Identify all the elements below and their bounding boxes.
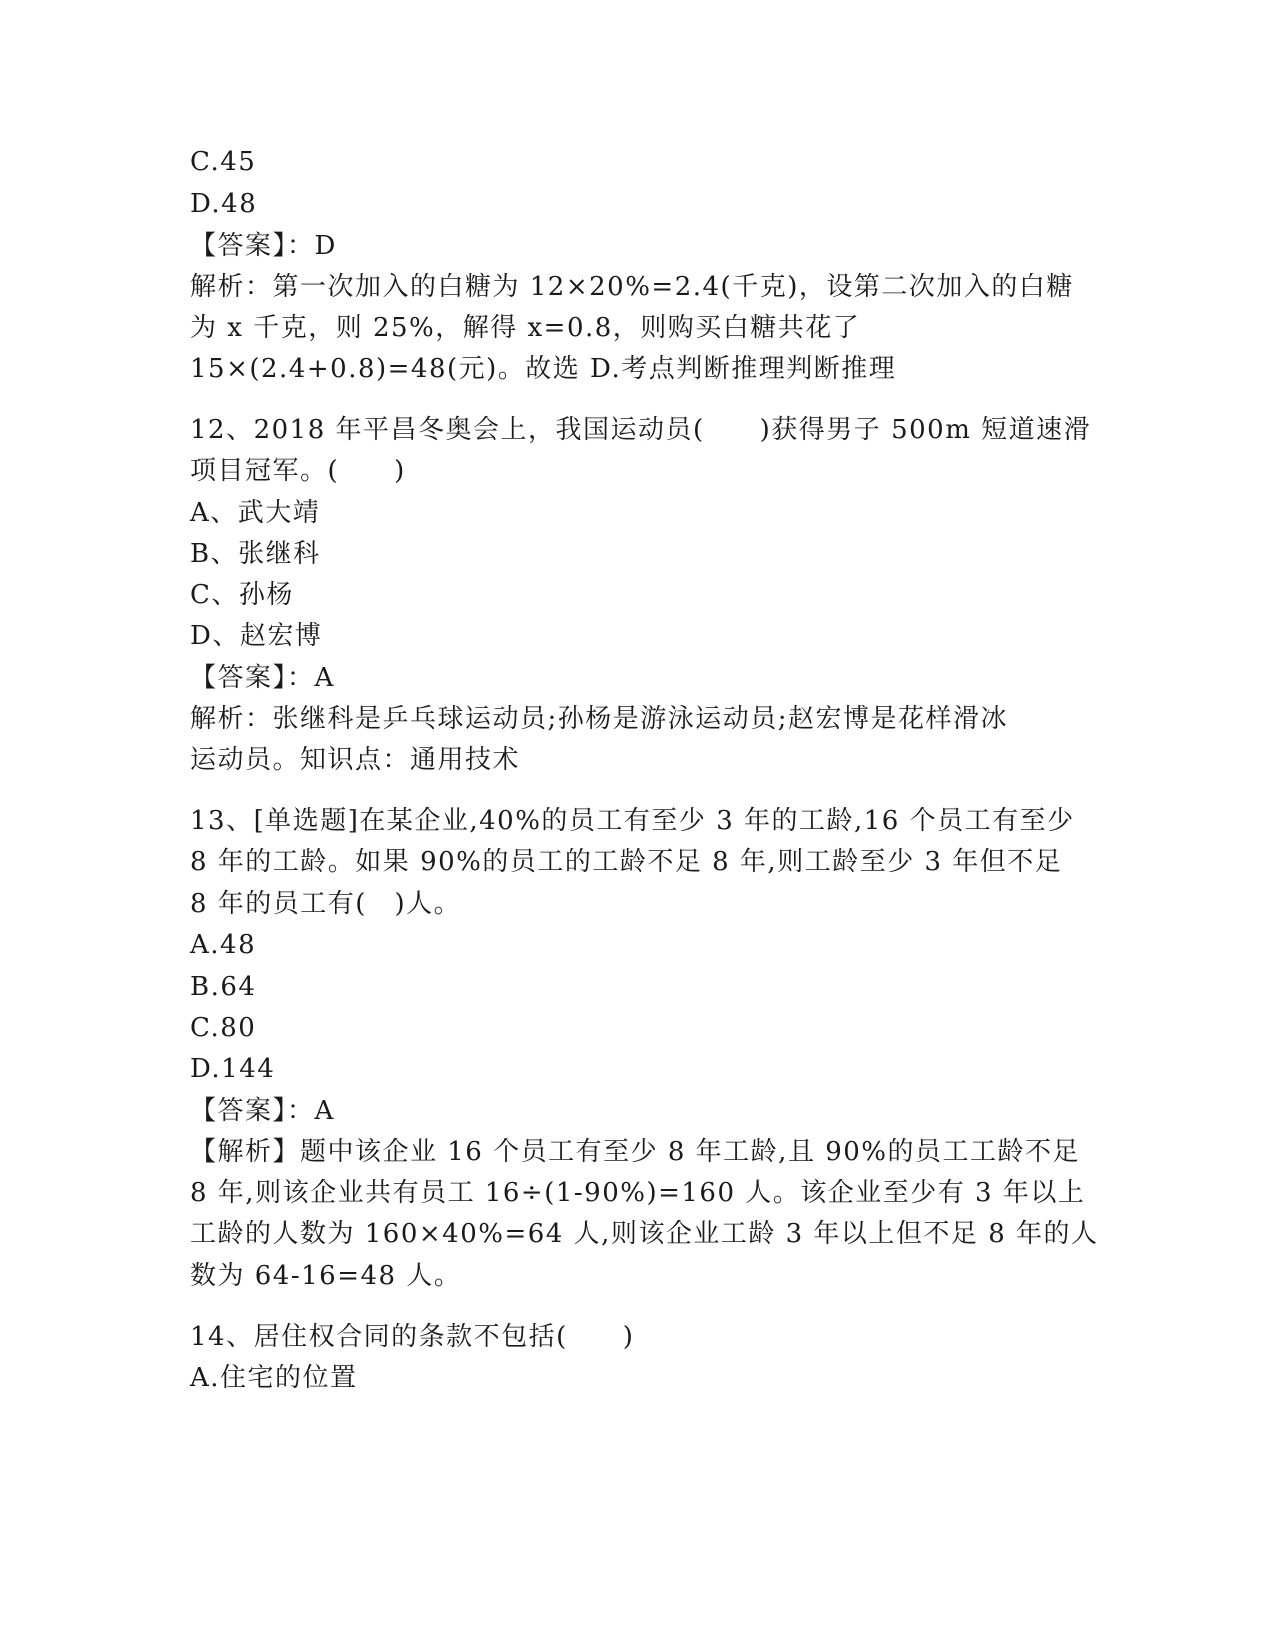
q12-option-a: A、武大靖	[190, 498, 321, 528]
q13-analysis-line-1: 【解析】题中该企业 16 个员工有至少 8 年工龄,且 90%的员工工龄不足	[190, 1137, 1081, 1167]
q12-analysis-line-1: 解析：张继科是乒乓球运动员;孙杨是游泳运动员;赵宏博是花样滑冰	[190, 704, 1009, 734]
q11-analysis-line-1: 解析：第一次加入的白糖为 12×20%=2.4(千克)，设第二次加入的白糖	[190, 272, 1074, 302]
q13-option-d: D.144	[190, 1054, 276, 1084]
q11-option-d: D.48	[190, 189, 258, 219]
q13-stem-line-3: 8 年的员工有( )人。	[190, 889, 462, 919]
q14-stem-line-1: 14、居住权合同的条款不包括( )	[190, 1322, 635, 1352]
q11-analysis-line-3: 15×(2.4+0.8)=48(元)。故选 D.考点判断推理判断推理	[190, 354, 897, 384]
q12-stem-line-2: 项目冠军。( )	[190, 456, 406, 486]
q11-analysis-line-2: 为 x 千克，则 25%，解得 x=0.8，则购买白糖共花了	[190, 313, 861, 343]
q13-option-a: A.48	[190, 930, 257, 960]
q13-analysis-line-4: 数为 64-16=48 人。	[190, 1261, 462, 1291]
q11-answer: 【答案】：D	[190, 231, 337, 261]
q14-option-a: A.住宅的位置	[190, 1363, 358, 1393]
q12-stem-line-1: 12、2018 年平昌冬奥会上，我国运动员( )获得男子 500m 短道速滑	[190, 415, 1092, 445]
q11-option-c: C.45	[190, 147, 257, 177]
q12-analysis-line-2: 运动员。知识点：通用技术	[190, 745, 521, 775]
q13-stem-line-1: 13、[单选题]在某企业,40%的员工有至少 3 年的工龄,16 个员工有至少	[190, 806, 1075, 836]
q12-option-c: C、孙杨	[190, 580, 294, 610]
q13-analysis-line-3: 工龄的人数为 160×40%=64 人,则该企业工龄 3 年以上但不足 8 年的人	[190, 1219, 1099, 1249]
q12-option-d: D、赵宏博	[190, 621, 323, 651]
q13-option-b: B.64	[190, 972, 257, 1002]
q13-stem-line-2: 8 年的工龄。如果 90%的员工的工龄不足 8 年,则工龄至少 3 年但不足	[190, 847, 1063, 877]
q12-answer: 【答案】：A	[190, 663, 335, 693]
q13-analysis-line-2: 8 年,则该企业共有员工 16÷(1-90%)=160 人。该企业至少有 3 年以上	[190, 1178, 1086, 1208]
q13-option-c: C.80	[190, 1013, 257, 1043]
q13-answer: 【答案】：A	[190, 1096, 335, 1126]
q12-option-b: B、张继科	[190, 539, 321, 569]
